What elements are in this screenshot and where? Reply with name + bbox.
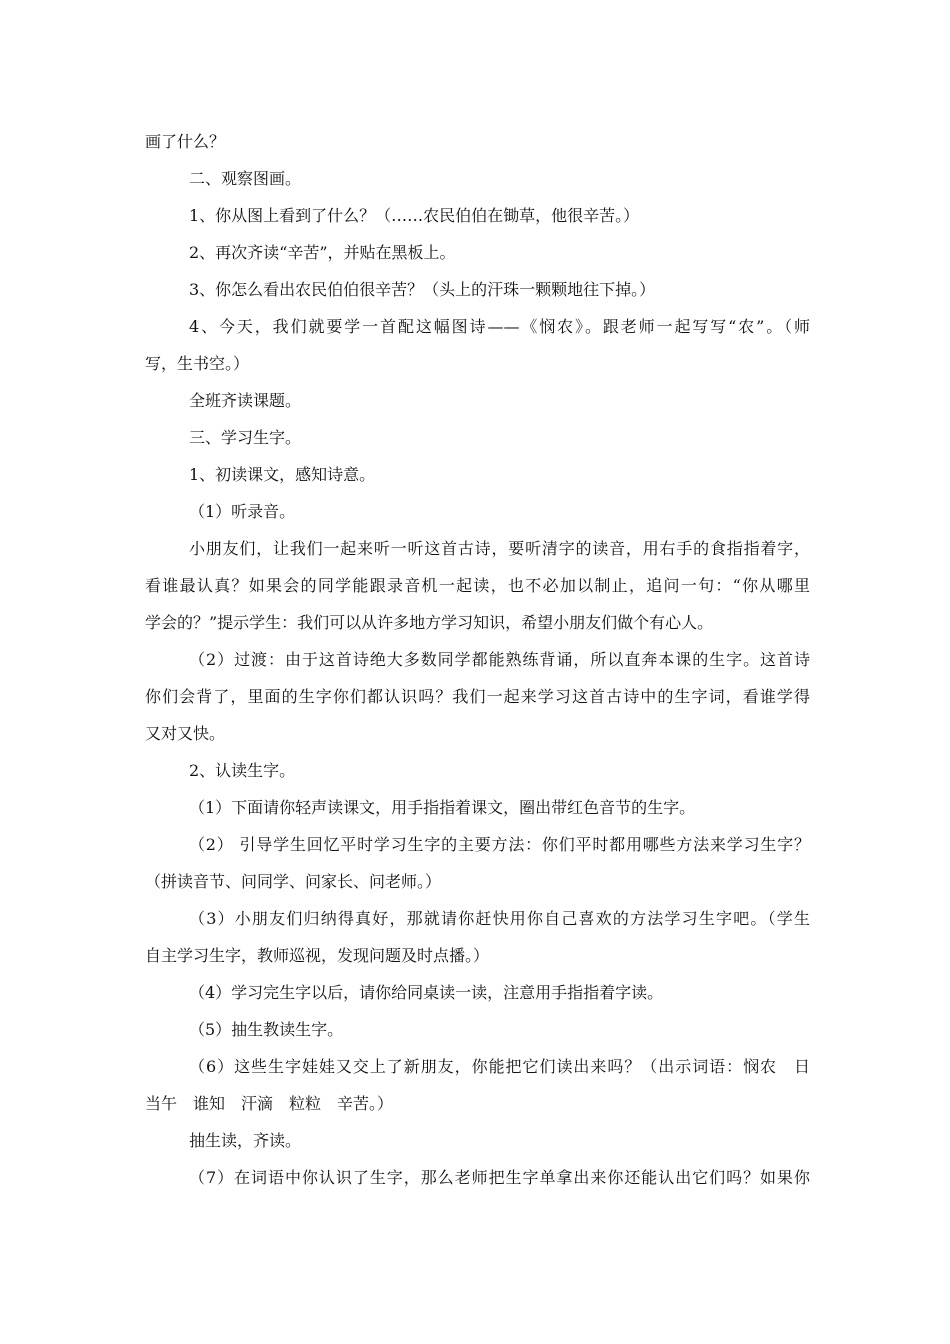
text-line: （6）这些生字娃娃又交上了新朋友，你能把它们读出来吗？（出示词语：悯农 日	[189, 1057, 810, 1076]
text-line: 1、初读课文，感知诗意。	[189, 465, 376, 484]
text-line: 画了什么？	[145, 132, 226, 151]
text-line: 自主学习生字，教师巡视，发现问题及时点播。）	[145, 946, 490, 965]
text-line: （拼读音节、问同学、问家长、问老师。）	[145, 872, 442, 891]
text-line: 3、你怎么看出农民伯伯很辛苦？（头上的汗珠一颗颗地往下掉。）	[189, 280, 656, 299]
text-line: 当午 谁知 汗滴 粒粒 辛苦。）	[145, 1094, 394, 1113]
document-body	[145, 123, 810, 1196]
text-line: 1、你从图上看到了什么？（……农民伯伯在锄草，他很辛苦。）	[189, 206, 640, 225]
text-line: 4、今天，我们就要学一首配这幅图诗——《悯农》。跟老师一起写写“农”。（师	[189, 317, 810, 336]
text-line: （4）学习完生字以后，请你给同桌读一读，注意用手指指着字读。	[189, 983, 664, 1002]
text-line: 小朋友们，让我们一起来听一听这首古诗，要听清字的读音，用右手的食指指着字，	[189, 539, 810, 558]
text-line: 学会的？”提示学生：我们可以从许多地方学习知识，希望小朋友们做个有心人。	[145, 613, 714, 632]
text-line: （5）抽生教读生字。	[189, 1020, 344, 1039]
text-line: 2、再次齐读“辛苦”，并贴在黑板上。	[189, 243, 456, 262]
text-line: （2）过渡：由于这首诗绝大多数同学都能熟练背诵，所以直奔本课的生字。这首诗	[189, 650, 810, 669]
text-line: 二、观察图画。	[189, 169, 302, 188]
text-line: （1）下面请你轻声读课文，用手指指着课文，圈出带红色音节的生字。	[189, 798, 696, 817]
text-line: 全班齐读课题。	[189, 391, 302, 410]
text-line: （2） 引导学生回忆平时学习生字的主要方法：你们平时都用哪些方法来学习生字？	[189, 835, 810, 854]
text-line: 写，生书空。）	[145, 354, 250, 373]
text-line: （7）在词语中你认识了生字，那么老师把生字单拿出来你还能认出它们吗？如果你	[189, 1168, 810, 1187]
text-line: （1）听录音。	[189, 502, 296, 521]
text-line: （3）小朋友们归纳得真好，那就请你赶快用你自己喜欢的方法学习生字吧。（学生	[189, 909, 810, 928]
text-line: 又对又快。	[145, 724, 226, 743]
text-line: 你们会背了，里面的生字你们都认识吗？我们一起来学习这首古诗中的生字词，看谁学得	[145, 687, 810, 706]
text-line: 三、学习生字。	[189, 428, 302, 447]
text-line: 2、认读生字。	[189, 761, 296, 780]
text-line: 抽生读，齐读。	[189, 1131, 302, 1150]
text-line: 看谁最认真？如果会的同学能跟录音机一起读，也不必加以制止，追问一句：“你从哪里	[145, 576, 810, 595]
